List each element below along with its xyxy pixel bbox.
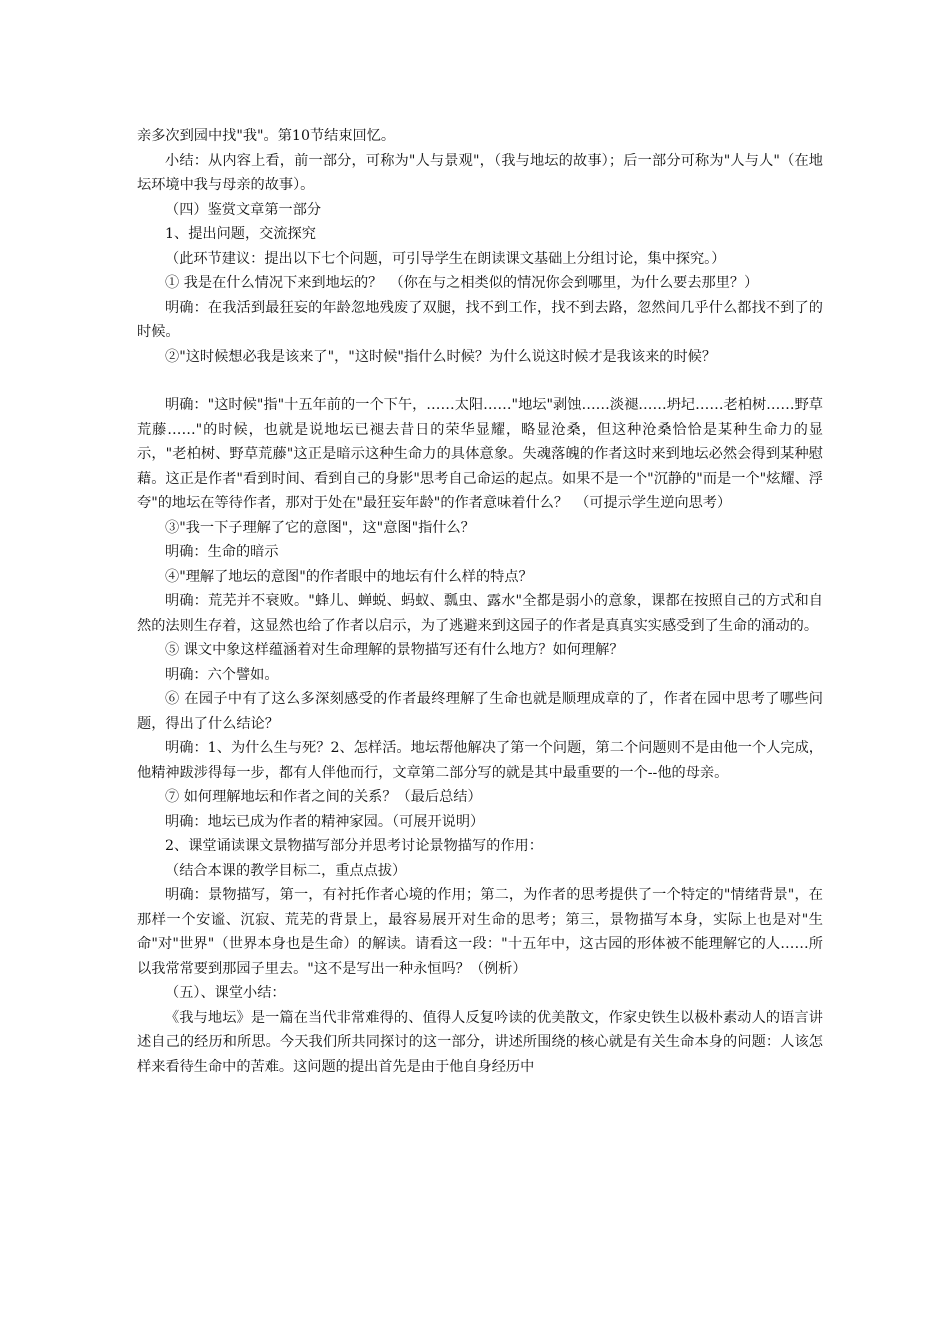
answer-3: 明确：生命的暗示 <box>165 544 279 560</box>
subheading-1: 1、提出问题，交流探究 <box>165 226 316 242</box>
document-page <box>137 124 823 1079</box>
paragraph-hint: （结合本课的教学目标二，重点点拔） <box>165 862 407 879</box>
question-1: ① 我是在什么情况下来到地坛的？ （你在与之相类似的情况你会到哪里，为什么要去那里？） <box>165 275 759 291</box>
question-3: ③"我一下子理解了它的意图"，这"意图"指什么？ <box>165 519 475 536</box>
question-6: ⑥ 在园子中有了这么多深刻感受的作者最终理解了生命也就是顺理成章的了，作者在园中思考了哪些问题，得出了什么结论？ <box>137 691 823 732</box>
answer-6: 明确：1、为什么生与死？2、怎样活。地坛帮他解决了第一个问题，第二个问题则不是由他一个人完成，他精神跋涉得每一步，都有人伴他而行，文章第二部分写的就是其中最重要的一个--他的母亲。 <box>137 740 823 781</box>
answer-1: 明确：在我活到最狂妄的年龄忽地残废了双腿，找不到工作，找不到去路，忽然间几乎什么都找不到了的时候。 <box>137 299 823 340</box>
question-5: ⑤ 课文中象这样蕴涵着对生命理解的景物描写还有什么地方？如何理解？ <box>165 642 624 658</box>
answer-2: 明确："这时候"指"十五年前的一个下午，……太阳……"地坛"剥蚀……淡褪……坍圮……老柏树……野草荒藤……"的时候，也就是说地坛已褪去昔日的荣华显耀，略显沧桑，但这种沧桑恰恰是某种生命力的显示，"老柏树、野草荒藤"这正是暗示这种生命力的具体意象。失魂落魄的作者这时来到地坛必然会得到某种慰藉。这正是作者"看到时间、看到自己的身影"思考自己命运的起点。如果不是一个"沉静的"而是一个"炫耀、浮夸"的地坛在等待作者，那对于处在"最狂妄年龄"的作者意味着什么？ （可提示学生逆向思考） <box>137 397 823 511</box>
paragraph-continuation: 亲多次到园中找"我"。第10节结束回忆。 <box>137 128 396 144</box>
question-4: ④"理解了地坛的意图"的作者眼中的地坛有什么样的特点？ <box>165 568 533 585</box>
answer-7: 明确：地坛已成为作者的精神家园。（可展开说明） <box>165 813 485 830</box>
paragraph-note: （此环节建议：提出以下七个问题，可引导学生在朗读课文基础上分组讨论，集中探究。） <box>165 250 726 267</box>
blank-line <box>137 369 823 393</box>
answer-scenery: 明确：景物描写，第一，有衬托作者心境的作用；第二，为作者的思考提供了一个特定的"情绪背景"，在那样一个安谧、沉寂、荒芜的背景上，最容易展开对生命的思考；第三，景物描写本身，实际上也是对"生命"对"世界"（世界本身也是生命）的解读。请看这一段："十五年中，这古园的形体被不能理解它的人……所以我常常要到那园子里去。"这不是写出一种永恒吗？（例析） <box>137 887 823 977</box>
paragraph-summary: 小结：从内容上看，前一部分，可称为"人与景观"，（我与地坛的故事）；后一部分可称为"人与人"（在地坛环境中我与母亲的故事）。 <box>137 152 823 193</box>
question-2: ②"这时候想必我是该来了"，"这时候"指什么时候？为什么说这时候才是我该来的时候？ <box>165 348 717 365</box>
section-heading-5: （五）、课堂小结： <box>165 985 286 1001</box>
answer-4: 明确：荒芜并不衰败。"蜂儿、蝉蜕、蚂蚁、瓢虫、露水"全都是弱小的意象，课都在按照自己的方式和自然的法则生存着，这显然也给了作者以启示，为了逃避来到这园子的作者是真真实实感受到了生命的涌动的。 <box>137 593 823 634</box>
paragraph-conclusion: 《我与地坛》是一篇在当代非常难得的、值得人反复吟读的优美散文，作家史铁生以极朴素动人的语言讲述自己的经历和所思。今天我们所共同探讨的这一部分，讲述所围绕的核心就是有关生命本身的问题：人该怎样来看待生命中的苦难。这问题的提出首先是由于他自身经历中 <box>137 1009 823 1075</box>
section-heading-4: （四）鉴赏文章第一部分 <box>165 201 322 218</box>
subheading-2: 2、课堂诵读课文景物描写部分并思考讨论景物描写的作用： <box>165 838 543 854</box>
question-7: ⑦ 如何理解地坛和作者之间的关系？（最后总结） <box>165 789 482 805</box>
answer-5: 明确：六个譬如。 <box>165 666 279 683</box>
